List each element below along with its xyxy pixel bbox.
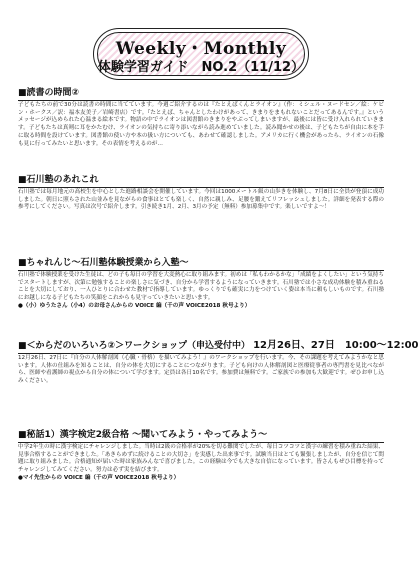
section-body: 子どもたちの前で30分は読書の時間に当てています。今週ご紹介するのは『たとえばくんとライオン』（作：ミシェル・ヌードセン／絵：ケビン・ホークス／訳：福本友美子／岩崎書店）です。『たとえば、ちゃんとしたわけがあって、きまりをまもれないことだってあるんです。』というメッセージが込められた心温まる絵本です。物語の中でライオンは図書館のきまりをやぶってしまいますが、最後には皆に受け入れられていきます。子どもたちは真剣に耳をかたむけ、ライオンの気持ちに寄り添いながら読み進めていました。読み聞かせの後は、子どもたちが自由に本を手に取る時間を設けています。図書館の使い方や本の扱い方についても、あわせて確認しました。アメリカに行く機会があったら、ライオンの石像も見に行ってみたいと思います。その表情を考えるのが… xyxy=(18,102,384,147)
newsletter-title: Weekly・Monthly xyxy=(115,39,287,59)
section-heading-row xyxy=(18,340,419,354)
workshop-date: 12月26日、27日 10:00～12:00 xyxy=(253,340,419,351)
section-footer: ●マイ先生からの VOICE 編（千の声 VOICE2018 秋号より） xyxy=(18,474,180,481)
section-body: 中学2年生の時に漢字検定にチャレンジしました。当時は2級の合格率が20%を切る難関でしたが、毎日コツコツと漢字の練習を積み重ねた結果、見事合格することができました。「あきらめずに続けることの大切さ」を実感した出来事です。試験当日はとても緊張しましたが、自分を信じて問題に取り組みました。合格通知が届いた時は家族みんなで喜びました。この経験は今でも大きな自信になっています。皆さんもぜひ目標を持ってチャレンジしてみてください。努力は必ず実を結びます。 xyxy=(18,444,384,474)
section-heading: ■ちゃれんじ～石川塾体験授業から入塾～ xyxy=(18,258,384,271)
section-body: 石川塾では毎月地元の高校生を中心とした進路相談会を開催しています。今回は1000メートル級の山歩きを体験し、7月8日に全員が登頂に成功しました。朝日に照らされた山並みを見ながらの食事はとても楽しく、自然に親しみ、足腰を鍛えてリフレッシュしました。詳細を発表する際の参考にしてください。写真は次号で紹介します。引き続き1月、2月、3月の予定（無料）参加募集中です。楽しいですよ～！ xyxy=(18,189,384,211)
section-heading: ■＜からだのいろいろ②＞ワークショップ（申込受付中） xyxy=(18,341,250,351)
section-challenge xyxy=(18,258,384,310)
section-ishikawa-juku xyxy=(18,175,384,212)
section-heading: ■読書の時間② xyxy=(18,88,384,101)
newsletter-subtitle: 体験学習ガイド NO.2（11/12） xyxy=(97,60,305,75)
header-banner xyxy=(93,28,309,80)
section-body: 12月26日、27日に『自分の人体解剖図（心臓・骨格）を描いてみよう！』のワークショップを行います。今、その課題を考えてみようかなと思います。人体の仕組みを知ることは、自分の体を大切にすることにつながります。子ども向けの人体解剖図と医療従事者の専門書を見比べながら、医師や看護師の視点から自分の体について学びます。定員は各日10名です。参加費は無料です。ご家族での参加も大歓迎です。ぜひお申し込みください。 xyxy=(18,355,384,385)
section-reading-time xyxy=(18,88,384,148)
section-body: 石川塾で体験授業を受けた生徒は、どの子も毎日の学習を大変熱心に取り組みます。初めは「私もわかるかな」「成績をよくしたい」という気持ちでスタートしますが、次第に勉強することの楽しさに気づき、自分から学習するようになっていきます。石川塾では小さな成功体験を積み重ねることを大切にしており、一人ひとりに合わせた教材で指導しています。ゆっくりでも確実に力をつけていく姿は本当に頼もしいものです。石川塾にお越しになる子どもたちの笑顔をこれからも見守っていきたいと思います。 xyxy=(18,272,384,302)
section-heading: ■秘話1）漢字検定2級合格 ～聞いてみよう・やってみよう～ xyxy=(18,430,384,443)
section-workshop xyxy=(18,340,419,386)
section-footer: ●（小）ゆうたさん（小4）のお母さんからの VOICE 編（千の声 VOICE2018 秋号より） xyxy=(18,302,251,309)
section-heading: ■石川塾のあれこれ xyxy=(18,175,384,188)
section-kanji-test xyxy=(18,430,384,482)
